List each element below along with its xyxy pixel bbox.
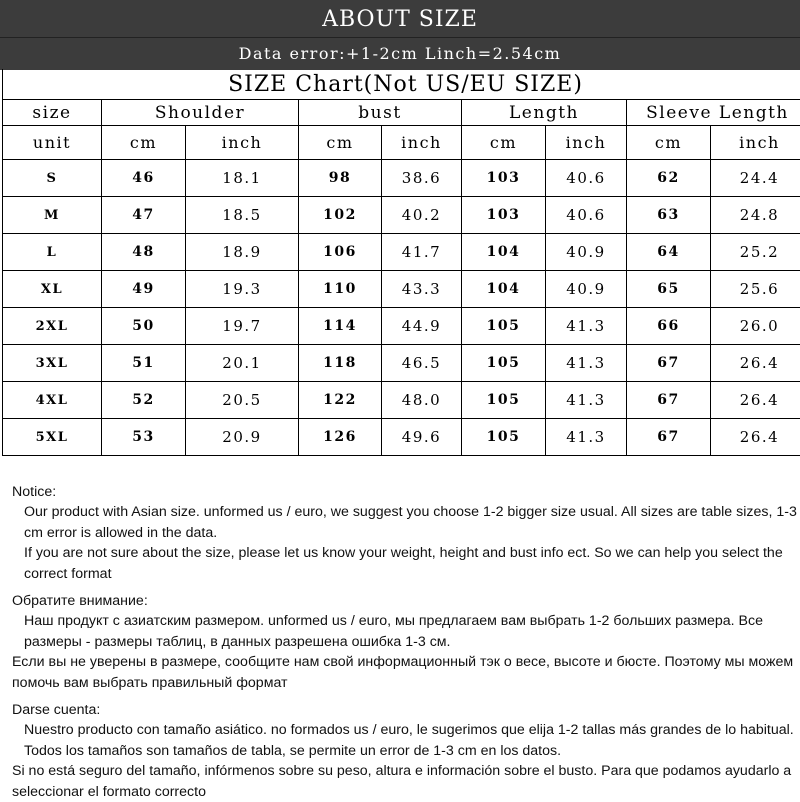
unit-row: [3, 126, 800, 160]
cm-value-cell: 105: [462, 382, 546, 419]
unit-cell: inch: [382, 126, 462, 160]
size-cell: L: [3, 234, 102, 271]
inch-value-cell: 20.9: [186, 419, 299, 456]
inch-value-cell: 41.3: [546, 382, 627, 419]
inch-value-cell: 24.8: [711, 197, 800, 234]
inch-value-cell: 41.3: [546, 345, 627, 382]
inch-value-cell: 25.6: [711, 271, 800, 308]
table-row: [3, 160, 800, 197]
notice-text-es: Si no está seguro del tamaño, infórmenos sobre su peso, altura e información sobre el busto. Para que podamos ayudarlo a seleccionar el formato correcto: [12, 761, 798, 802]
cm-value-cell: 105: [462, 419, 546, 456]
cm-value-cell: 65: [627, 271, 711, 308]
notice-text-en: Our product with Asian size. unformed us / euro, we suggest you choose 1-2 bigger size usual. All sizes are table sizes, 1-3 cm error is allowed in the data.: [12, 502, 798, 543]
table-row: [3, 419, 800, 456]
unit-cell: cm: [102, 126, 186, 160]
inch-value-cell: 26.4: [711, 382, 800, 419]
unit-header: unit: [3, 126, 102, 160]
notice-heading-es: Darse cuenta:: [12, 700, 798, 720]
cm-value-cell: 98: [299, 160, 382, 197]
inch-value-cell: 20.1: [186, 345, 299, 382]
size-cell: 4XL: [3, 382, 102, 419]
unit-cell: inch: [186, 126, 299, 160]
length-header: Length: [462, 100, 627, 126]
notice-text-en: If you are not sure about the size, please let us know your weight, height and bust info ect. So we can help you select the correct format: [12, 543, 798, 584]
notice-heading-ru: Обратите внимание:: [12, 591, 798, 611]
table-row: [3, 382, 800, 419]
size-rows: [3, 160, 800, 456]
bust-header: bust: [299, 100, 462, 126]
unit-cell: inch: [711, 126, 800, 160]
table-caption: SIZE Chart(Not US/EU SIZE): [3, 69, 800, 100]
inch-value-cell: 49.6: [382, 419, 462, 456]
inch-value-cell: 40.6: [546, 197, 627, 234]
cm-value-cell: 104: [462, 234, 546, 271]
shoulder-header: Shoulder: [102, 100, 299, 126]
inch-value-cell: 26.4: [711, 345, 800, 382]
inch-value-cell: 40.9: [546, 234, 627, 271]
cm-value-cell: 48: [102, 234, 186, 271]
size-chart-table: [2, 69, 800, 456]
cm-value-cell: 118: [299, 345, 382, 382]
inch-value-cell: 41.7: [382, 234, 462, 271]
cm-value-cell: 110: [299, 271, 382, 308]
inch-value-cell: 26.4: [711, 419, 800, 456]
inch-value-cell: 40.2: [382, 197, 462, 234]
header-group-row: [3, 100, 800, 126]
notice-text-ru: Если вы не уверены в размере, сообщите нам свой информационный тэк о весе, высоте и бюсте. Поэтому мы можем помочь вам выбрать правильный формат: [12, 652, 798, 693]
inch-value-cell: 18.9: [186, 234, 299, 271]
table-row: [3, 271, 800, 308]
size-cell: 5XL: [3, 419, 102, 456]
cm-value-cell: 104: [462, 271, 546, 308]
cm-value-cell: 63: [627, 197, 711, 234]
cm-value-cell: 122: [299, 382, 382, 419]
cm-value-cell: 114: [299, 308, 382, 345]
cm-value-cell: 47: [102, 197, 186, 234]
size-cell: 3XL: [3, 345, 102, 382]
table-row: [3, 197, 800, 234]
inch-value-cell: 18.5: [186, 197, 299, 234]
inch-value-cell: 24.4: [711, 160, 800, 197]
inch-value-cell: 44.9: [382, 308, 462, 345]
cm-value-cell: 106: [299, 234, 382, 271]
caption-row: [3, 69, 800, 100]
cm-value-cell: 52: [102, 382, 186, 419]
inch-value-cell: 20.5: [186, 382, 299, 419]
cm-value-cell: 51: [102, 345, 186, 382]
cm-value-cell: 67: [627, 345, 711, 382]
notice-text-es: Nuestro producto con tamaño asiático. no formados us / euro, le sugerimos que elija 1-2 tallas más grandes de lo habitual. Todos los tamaños son tamaños de tabla, se permite un error de 1-3 cm en los datos.: [12, 720, 798, 761]
notice-section: [12, 482, 798, 802]
inch-value-cell: 19.3: [186, 271, 299, 308]
size-header: size: [3, 100, 102, 126]
inch-value-cell: 43.3: [382, 271, 462, 308]
table-row: [3, 345, 800, 382]
cm-value-cell: 49: [102, 271, 186, 308]
inch-value-cell: 18.1: [186, 160, 299, 197]
data-error-note: Data error:+1-2cm Linch=2.54cm: [0, 37, 800, 70]
cm-value-cell: 105: [462, 308, 546, 345]
cm-value-cell: 103: [462, 160, 546, 197]
size-cell: S: [3, 160, 102, 197]
cm-value-cell: 67: [627, 419, 711, 456]
cm-value-cell: 105: [462, 345, 546, 382]
inch-value-cell: 26.0: [711, 308, 800, 345]
inch-value-cell: 41.3: [546, 308, 627, 345]
notice-heading-en: Notice:: [12, 482, 798, 502]
cm-value-cell: 62: [627, 160, 711, 197]
cm-value-cell: 103: [462, 197, 546, 234]
cm-value-cell: 66: [627, 308, 711, 345]
unit-cell: cm: [627, 126, 711, 160]
inch-value-cell: 38.6: [382, 160, 462, 197]
cm-value-cell: 67: [627, 382, 711, 419]
inch-value-cell: 46.5: [382, 345, 462, 382]
cm-value-cell: 102: [299, 197, 382, 234]
cm-value-cell: 53: [102, 419, 186, 456]
size-cell: M: [3, 197, 102, 234]
cm-value-cell: 126: [299, 419, 382, 456]
sleeve-length-header: Sleeve Length: [627, 100, 800, 126]
size-cell: 2XL: [3, 308, 102, 345]
unit-cell: cm: [299, 126, 382, 160]
page-title: ABOUT SIZE: [0, 0, 800, 37]
unit-cell: cm: [462, 126, 546, 160]
cm-value-cell: 46: [102, 160, 186, 197]
table-row: [3, 234, 800, 271]
inch-value-cell: 40.9: [546, 271, 627, 308]
notice-text-ru: Наш продукт с азиатским размером. unformed us / euro, мы предлагаем вам выбрать 1-2 больших размера. Все размеры - размеры таблиц, в данных разрешена ошибка 1-3 см.: [12, 611, 798, 652]
size-cell: XL: [3, 271, 102, 308]
unit-cell: inch: [546, 126, 627, 160]
cm-value-cell: 50: [102, 308, 186, 345]
inch-value-cell: 25.2: [711, 234, 800, 271]
table-row: [3, 308, 800, 345]
inch-value-cell: 48.0: [382, 382, 462, 419]
inch-value-cell: 41.3: [546, 419, 627, 456]
inch-value-cell: 19.7: [186, 308, 299, 345]
cm-value-cell: 64: [627, 234, 711, 271]
inch-value-cell: 40.6: [546, 160, 627, 197]
